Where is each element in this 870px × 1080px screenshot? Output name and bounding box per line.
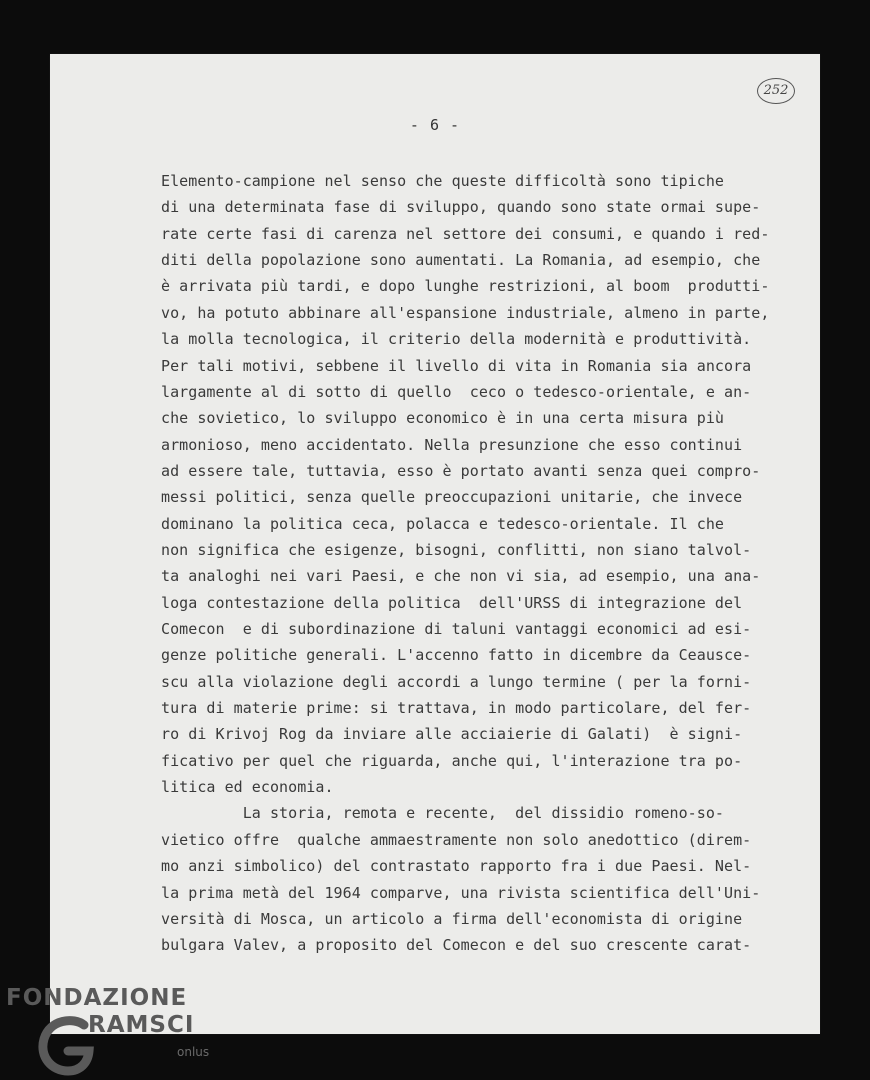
text-line: Elemento-campione nel senso che queste difficoltà sono tipiche — [161, 172, 725, 190]
text-line: La storia, remota e recente, del dissidio romeno-so- — [161, 804, 725, 823]
text-line: la prima metà del 1964 comparve, una rivista scientifica dell'Uni- — [161, 883, 761, 902]
text-line: dominano la politica ceca, polacca e tedesco-orientale. Il che — [161, 514, 725, 533]
text-line: vietico offre qualche ammaestramente non solo anedottico (direm- — [161, 830, 752, 849]
text-line: di una determinata fase di sviluppo, quando sono state ormai supe- — [161, 198, 761, 217]
text-line: genze politiche generali. L'accenno fatto in dicembre da Ceausce- — [161, 646, 752, 665]
text-line: bulgara Valev, a proposito del Comecon e del suo crescente carat- — [161, 936, 752, 955]
text-line: la molla tecnologica, il criterio della modernità e produttività. — [161, 330, 752, 349]
text-line: rate certe fasi di carenza nel settore dei consumi, e quando i red- — [161, 224, 770, 243]
text-line: vo, ha potuto abbinare all'espansione industriale, almeno in parte, — [161, 303, 770, 322]
text-line: diti della popolazione sono aumentati. La Romania, ad esempio, che — [161, 251, 761, 270]
text-line: è arrivata più tardi, e dopo lunghe restrizioni, al boom produtti- — [161, 277, 770, 296]
logo-text-line2: RAMSCI — [88, 1012, 195, 1038]
text-line: tura di materie prime: si trattava, in modo particolare, del fer- — [161, 699, 752, 717]
page-number: - 6 - — [409, 116, 461, 134]
archive-page-number: 252 — [757, 78, 795, 104]
gramsci-g-icon — [36, 1015, 96, 1077]
logo-onlus-label: onlus — [177, 1045, 210, 1059]
logo-text-line1: FONDAZIONE — [6, 985, 188, 1011]
text-line: mo anzi simbolico) del contrastato rapporto fra i due Paesi. Nel- — [161, 857, 752, 876]
text-line: largamente al di sotto di quello ceco o tedesco-orientale, e an- — [161, 382, 752, 401]
text-line: ro di Krivoj Rog da inviare alle acciaierie di Galati) è signi- — [161, 725, 743, 744]
text-line: non significa che esigenze, bisogni, conflitti, non siano talvol- — [161, 540, 752, 559]
text-line: ficativo per quel che riguarda, anche qui, l'interazione tra po- — [161, 751, 743, 770]
text-line: Comecon e di subordinazione di taluni vantaggi economici ad esi- — [161, 620, 752, 638]
fondazione-gramsci-logo — [0, 985, 260, 1080]
text-line: che sovietico, lo sviluppo economico è in una certa misura più — [161, 409, 725, 428]
text-line: ad essere tale, tuttavia, esso è portato avanti senza quei compro- — [161, 461, 761, 480]
text-line: Per tali motivi, sebbene il livello di vita in Romania sia ancora — [161, 356, 752, 375]
text-line: versità di Mosca, un articolo a firma dell'economista di origine — [161, 909, 743, 928]
text-line: messi politici, senza quelle preoccupazioni unitarie, che invece — [161, 488, 743, 507]
text-line: litica ed economia. — [161, 778, 334, 797]
text-line: armonioso, meno accidentato. Nella presunzione che esso continui — [161, 435, 743, 454]
text-line: ta analoghi nei vari Paesi, e che non vi sia, ad esempio, una ana- — [161, 567, 761, 586]
text-line: scu alla violazione degli accordi a lungo termine ( per la forni- — [161, 672, 752, 691]
text-line: loga contestazione della politica dell'URSS di integrazione del — [161, 593, 743, 612]
